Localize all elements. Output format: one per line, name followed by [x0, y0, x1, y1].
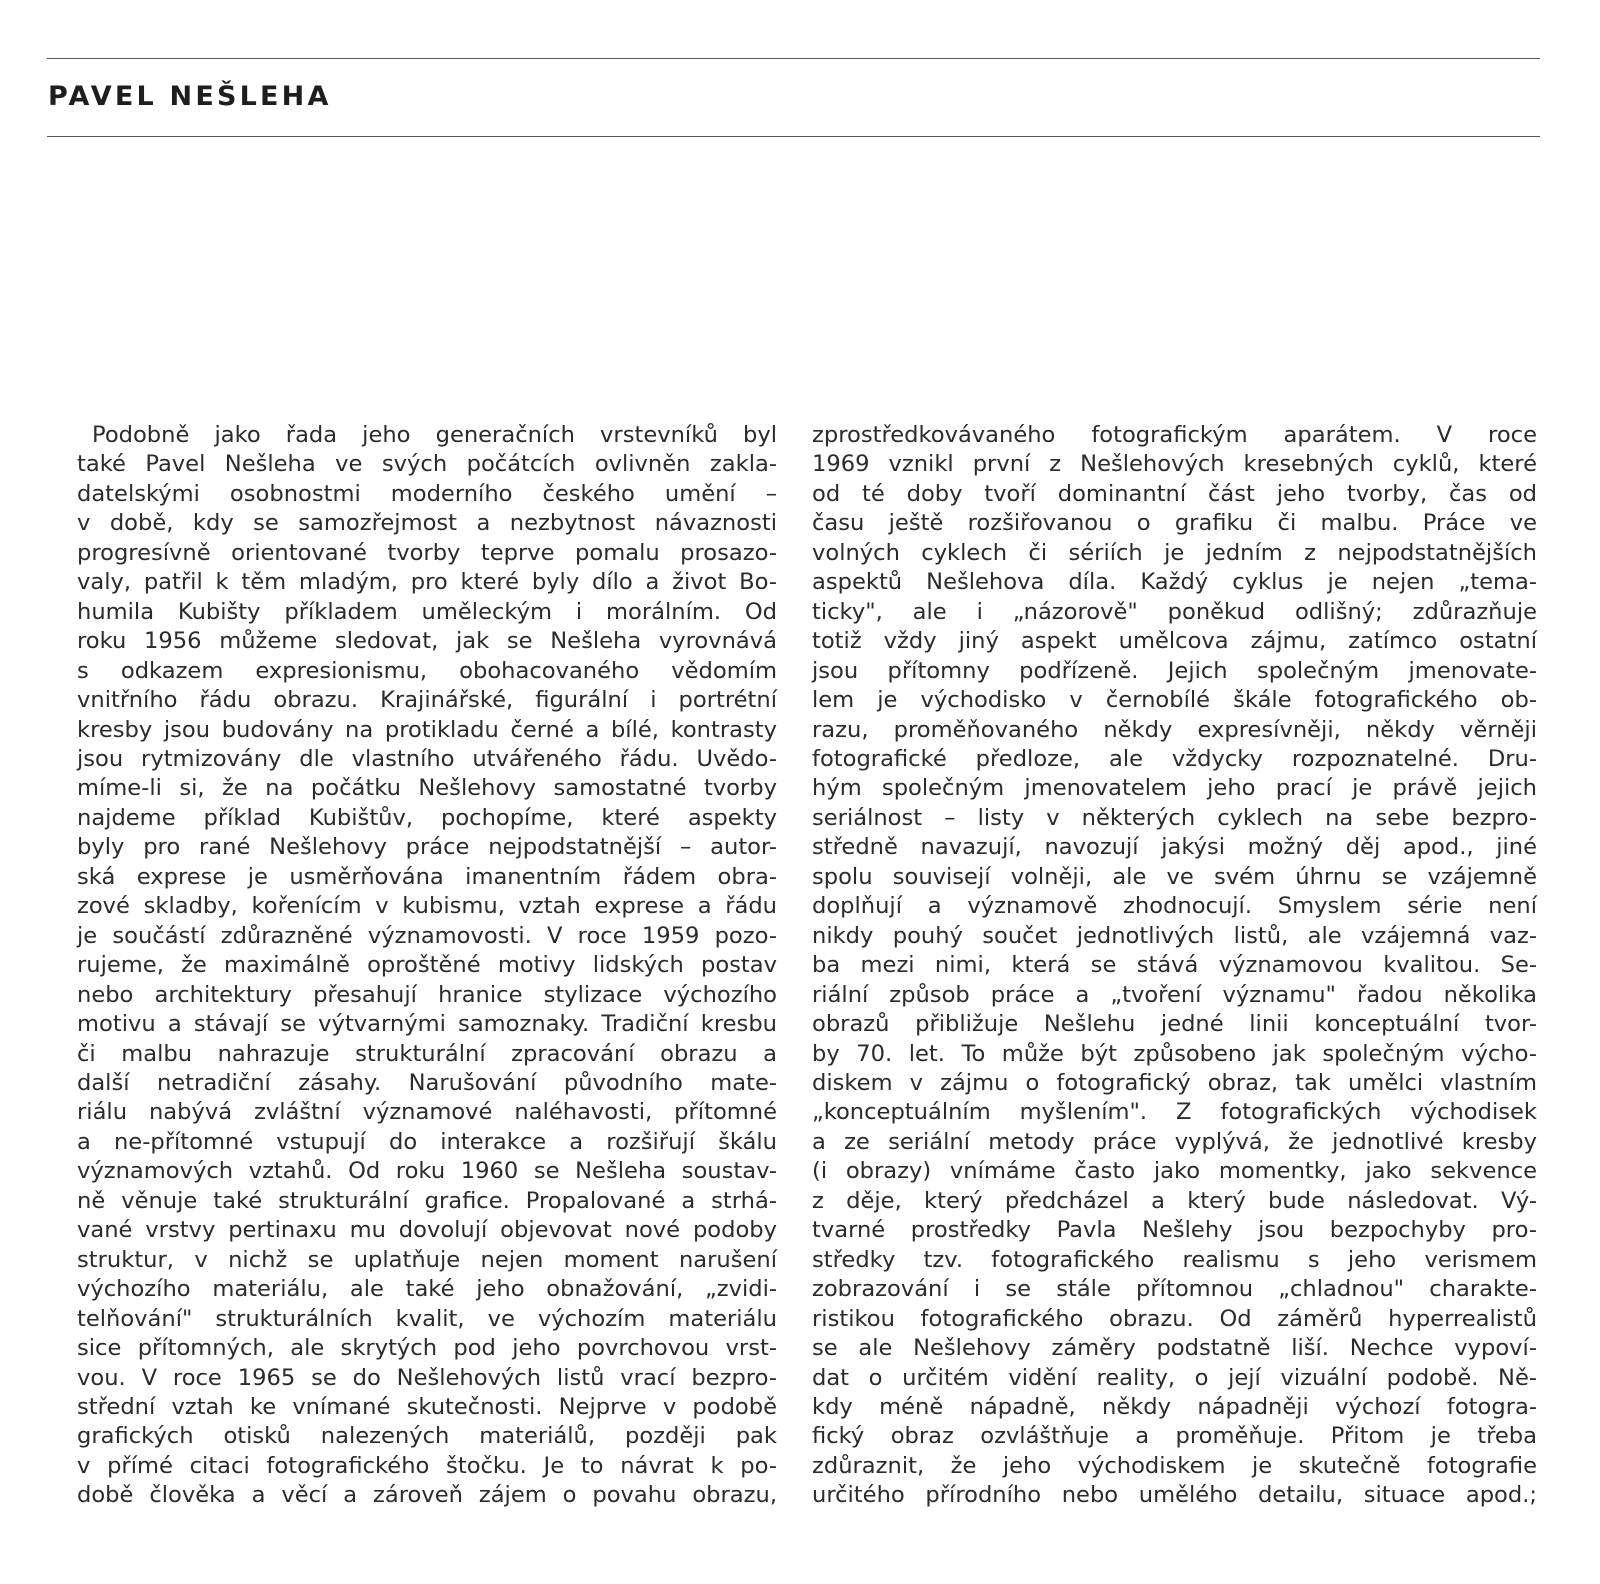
text-line: také Pavel Nešleha ve svých počátcích ovlivněn zakla- — [77, 451, 777, 478]
text-line: fotografické předloze, ale vždycky rozpoznatelné. Dru- — [812, 745, 1537, 772]
text-line: nikdy pouhý součet jednotlivých listů, ale vzájemná vaz- — [812, 922, 1537, 949]
text-line: v přímé citaci fotografického štočku. Je to návrat k po- — [77, 1452, 777, 1479]
text-line: vané vrstvy pertinaxu mu dovolují objevovat nové podoby — [77, 1217, 777, 1244]
text-line: totiž vždy jiný aspekt umělcova zájmu, zatímco ostatní — [812, 628, 1537, 655]
text-line: Podobně jako řada jeho generačních vrstevníků byl — [92, 422, 777, 448]
text-line: středně navazují, navozují jakýsi možný děj apod., jiné — [812, 834, 1537, 861]
text-line: střední vztah ke vnímané skutečnosti. Nejprve v podobě — [77, 1393, 777, 1420]
text-line: riálu nabývá zvláštní významové naléhavosti, přítomné — [77, 1099, 777, 1126]
page-title: PAVEL NEŠLEHA — [48, 81, 332, 112]
text-line: zdůraznit, že jeho východiskem je skutečně fotografie — [812, 1452, 1537, 1479]
text-line: kdy méně nápadně, někdy nápadněji výchozí fotogra- — [812, 1393, 1537, 1420]
text-line: kresby jsou budovány na protikladu černé a bílé, kontrasty — [77, 716, 777, 743]
text-line: míme-li si, že na počátku Nešlehovy samostatné tvorby — [77, 775, 777, 802]
text-line: významových vztahů. Od roku 1960 se Nešleha soustav- — [77, 1158, 777, 1185]
text-line: sice přítomných, ale skrytých pod jeho povrchovou vrst- — [77, 1335, 777, 1362]
text-line: od té doby tvoří dominantní část jeho tvorby, čas od — [812, 480, 1537, 507]
text-line: 1969 vznikl první z Nešlehových kresebných cyklů, které — [812, 451, 1537, 478]
text-line: vou. V roce 1965 se do Nešlehových listů vrací bezpro- — [77, 1364, 777, 1391]
text-line: (i obrazy) vnímáme často jako momentky, jako sekvence — [812, 1158, 1537, 1185]
text-line: razu, proměňovaného někdy expresívněji, někdy věrněji — [812, 716, 1537, 743]
text-line: riální způsob práce a „tvoření významu" řadou několika — [812, 981, 1537, 1008]
text-line: by 70. let. To může být způsobeno jak společným výcho- — [812, 1040, 1537, 1067]
right-text-column — [812, 421, 1537, 1511]
text-line: „konceptuálním myšlením". Z fotografických východisek — [812, 1099, 1537, 1126]
text-line: grafických otisků nalezených materiálů, později pak — [77, 1423, 777, 1450]
top-rule — [47, 58, 1540, 59]
text-line: s odkazem expresionismu, obohacovaného vědomím — [77, 657, 777, 684]
text-line: seriálnost – listy v některých cyklech na sebe bezpro- — [812, 804, 1537, 831]
text-line: určitého přírodního nebo umělého detailu, situace apod.; — [812, 1482, 1537, 1509]
text-line: aspektů Nešlehova díla. Každý cyklus je nejen „tema- — [812, 569, 1537, 596]
text-line: hým společným jmenovatelem jeho prací je právě jejich — [812, 775, 1537, 802]
text-line: dat o určitém vidění reality, o její vizuální podobě. Ně- — [812, 1364, 1537, 1391]
text-line: zové skladby, kořenícím v kubismu, vztah exprese a řádu — [77, 893, 777, 920]
text-line: datelskými osobnostmi moderního českého umění – — [77, 480, 777, 507]
text-line: obrazů přibližuje Nešlehu jedné linii konceptuální tvor- — [812, 1011, 1537, 1038]
text-line: volných cyklech či sériích je jedním z nejpodstatnějších — [812, 539, 1537, 566]
text-line: progresívně orientované tvorby teprve pomalu prosazo- — [77, 539, 777, 566]
text-line: najdeme příklad Kubištův, pochopíme, které aspekty — [77, 804, 777, 831]
text-line: nebo architektury přesahují hranice stylizace výchozího — [77, 981, 777, 1008]
text-line: ba mezi nimi, která se stává významovou kvalitou. Se- — [812, 952, 1537, 979]
text-line: tvarné prostředky Pavla Nešlehy jsou bezpochyby pro- — [812, 1217, 1537, 1244]
text-line: výchozího materiálu, ale také jeho obnažování, „zvidi- — [77, 1276, 777, 1303]
text-line: další netradiční zásahy. Narušování původního mate- — [77, 1069, 777, 1096]
text-line: valy, patřil k těm mladým, pro které byly dílo a život Bo- — [77, 569, 777, 596]
text-line: spolu souvisejí volněji, ale ve svém úhrnu se vzájemně — [812, 863, 1537, 890]
text-line: zprostředkovávaného fotografickým aparátem. V roce — [812, 422, 1537, 448]
title-underline-rule — [47, 136, 1540, 137]
text-line: byly pro rané Nešlehovy práce nejpodstatnější – autor- — [77, 834, 777, 861]
text-line: a ze seriální metody práce vyplývá, že jednotlivé kresby — [812, 1128, 1537, 1155]
text-line: ně věnuje také strukturální grafice. Propalované a strhá- — [77, 1187, 777, 1214]
text-line: rujeme, že maximálně oproštěné motivy lidských postav — [77, 952, 777, 979]
text-line: roku 1956 můžeme sledovat, jak se Nešleha vyrovnává — [77, 628, 777, 655]
text-line: fický obraz ozvláštňuje a proměňuje. Přitom je třeba — [812, 1423, 1537, 1450]
text-line: motivu a stávají se výtvarnými samoznaky. Tradiční kresbu — [77, 1011, 777, 1038]
text-line: je součástí zdůrazněné významovosti. V roce 1959 pozo- — [77, 922, 777, 949]
text-line: jsou přítomny podřízeně. Jejich společným jmenovate- — [812, 657, 1537, 684]
text-line: telňování" strukturálních kvalit, ve výchozím materiálu — [77, 1305, 777, 1332]
text-line: zobrazování i se stále přítomnou „chladnou" charakte- — [812, 1276, 1537, 1303]
text-line: a ne-přítomné vstupují do interakce a rozšiřují škálu — [77, 1128, 777, 1155]
text-line: doplňují a významově zhodnocují. Smyslem série není — [812, 893, 1537, 920]
text-line: z děje, který předcházel a který bude následovat. Vý- — [812, 1187, 1537, 1214]
text-line: lem je východisko v černobílé škále fotografického ob- — [812, 687, 1537, 714]
text-line: diskem v zájmu o fotografický obraz, tak umělci vlastním — [812, 1069, 1537, 1096]
text-line: v době, kdy se samozřejmost a nezbytnost návaznosti — [77, 510, 777, 537]
text-line: struktur, v nichž se uplatňuje nejen moment narušení — [77, 1246, 777, 1273]
text-line: vnitřního řádu obrazu. Krajinářské, figurální i portrétní — [77, 687, 777, 714]
text-line: ská exprese je usměrňována imanentním řádem obra- — [77, 863, 777, 890]
text-line: jsou rytmizovány dle vlastního utvářeného řádu. Uvědo- — [77, 745, 777, 772]
text-line: středky tzv. fotografického realismu s jeho verismem — [812, 1246, 1537, 1273]
text-line: ristikou fotografického obrazu. Od záměrů hyperrealistů — [812, 1305, 1537, 1332]
text-line: ticky", ale i „názorově" poněkud odlišný; zdůrazňuje — [812, 598, 1537, 625]
text-line: humila Kubišty příkladem uměleckým i morálním. Od — [77, 598, 777, 625]
text-line: době člověka a věcí a zároveň zájem o povahu obrazu, — [77, 1482, 777, 1509]
left-text-column — [77, 421, 777, 1511]
text-line: či malbu nahrazuje strukturální zpracování obrazu a — [77, 1040, 777, 1067]
text-line: času ještě rozšiřovanou o grafiku či malbu. Práce ve — [812, 510, 1537, 537]
text-line: se ale Nešlehovy záměry podstatně liší. Nechce vypoví- — [812, 1335, 1537, 1362]
